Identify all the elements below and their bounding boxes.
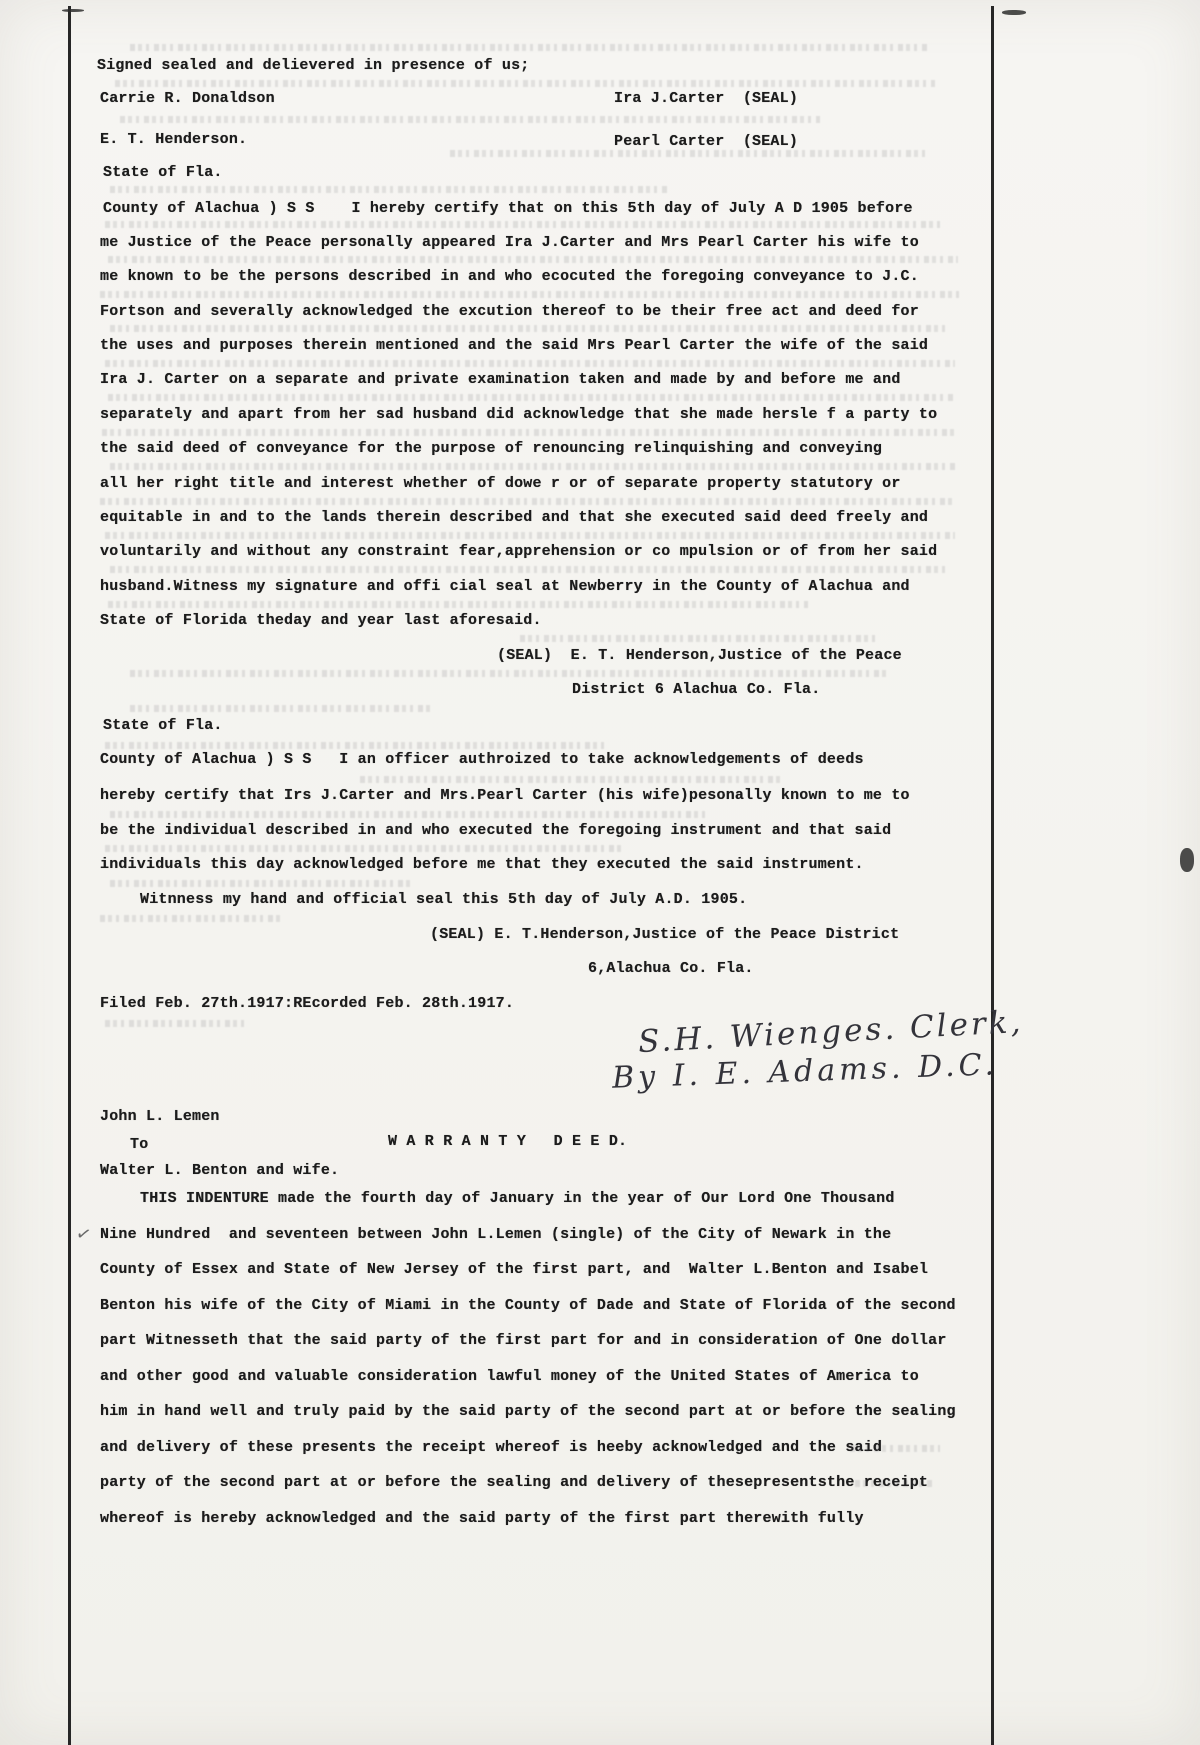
typed-line: and delivery of these presents the receipt whereof is heeby acknowledged and the said (100, 1439, 883, 1456)
typed-line: Ira J. Carter on a separate and private examination taken and made by and before me and (100, 371, 901, 388)
bleedthrough-artifact (520, 635, 880, 642)
bleedthrough-artifact (105, 360, 955, 367)
bleedthrough-artifact (110, 186, 670, 193)
typed-line: Signed sealed and delievered in presence of us; (97, 57, 530, 74)
typed-line: part Witnesseth that the said party of the first part for and in consideration of One dollar (100, 1332, 947, 1349)
bleedthrough-artifact (102, 429, 957, 436)
typed-line: individuals this day acknowledged before me that they executed the said instrument. (100, 856, 864, 873)
typed-line: me Justice of the Peace personally appeared Ira J.Carter and Mrs Pearl Carter his wife to (100, 234, 919, 251)
scan-speck (62, 9, 84, 12)
bleedthrough-artifact (110, 325, 950, 332)
typed-line: John L. Lemen (100, 1108, 220, 1125)
bleedthrough-artifact (110, 811, 710, 818)
typed-line: County of Alachua ) S S I an officer authroized to take acknowledgements of deeds (100, 751, 864, 768)
bleedthrough-artifact (105, 532, 955, 539)
typed-line: Ira J.Carter (SEAL) (614, 90, 799, 107)
typed-line: State of Fla. (103, 717, 223, 734)
typed-line: and other good and valuable consideration lawful money of the United States of America to (100, 1368, 919, 1385)
typed-line: State of Florida theday and year last aforesaid. (100, 612, 542, 629)
scan-speck (1002, 10, 1026, 15)
bleedthrough-artifact (108, 394, 953, 401)
typed-line: me known to be the persons described in and who ecocuted the foregoing conveyance to J.C. (100, 268, 919, 285)
typed-line: the said deed of conveyance for the purpose of renouncing relinquishing and conveying (100, 440, 883, 457)
bleedthrough-artifact (108, 601, 808, 608)
typed-line: be the individual described in and who executed the foregoing instrument and that said (100, 822, 892, 839)
typed-line: State of Fla. (103, 164, 223, 181)
bleedthrough-artifact (115, 80, 935, 87)
deputy-signature: By I. E. Adams. D.C. (611, 1047, 999, 1096)
bleedthrough-artifact (110, 566, 950, 573)
right-border-rule (991, 6, 994, 1745)
scan-speck (1180, 848, 1194, 872)
typed-line: party of the second part at or before the sealing and delivery of thesepresentsthe receipt (100, 1474, 929, 1491)
bleedthrough-artifact (100, 498, 955, 505)
typed-line: him in hand well and truly paid by the said party of the second part at or before the sealing (100, 1403, 956, 1420)
typed-line: all her right title and interest whether of dowe r or of separate property statutory or (100, 475, 901, 492)
margin-checkmark: ✓ (73, 1222, 94, 1247)
bleedthrough-artifact (120, 116, 820, 123)
bleedthrough-artifact (130, 705, 430, 712)
typed-line: husband.Witness my signature and offi cial seal at Newberry in the County of Alachua and (100, 578, 910, 595)
typed-line: Pearl Carter (SEAL) (614, 133, 799, 150)
typed-line: W A R R A N T Y D E E D. (388, 1133, 628, 1150)
typed-line: Witnness my hand and official seal this 5th day of July A.D. 1905. (140, 891, 748, 908)
typed-line: the uses and purposes therein mentioned and the said Mrs Pearl Carter the wife of the said (100, 337, 929, 354)
typed-line: County of Essex and State of New Jersey of the first part, and Walter L.Benton and Isabel (100, 1261, 929, 1278)
bleedthrough-artifact (105, 845, 625, 852)
typed-line: Carrie R. Donaldson (100, 90, 275, 107)
typed-line: Filed Feb. 27th.1917:REcorded Feb. 28th.1917. (100, 995, 515, 1012)
typed-line: County of Alachua ) S S I hereby certify that on this 5th day of July A D 1905 before (103, 200, 913, 217)
typed-line: Walter L. Benton and wife. (100, 1162, 340, 1179)
bleedthrough-artifact (110, 463, 955, 470)
typed-line: (SEAL) E. T. Henderson,Justice of the Peace (497, 647, 902, 664)
bleedthrough-artifact (360, 776, 780, 783)
bleedthrough-artifact (450, 150, 930, 157)
typed-line: E. T. Henderson. (100, 131, 248, 148)
bleedthrough-artifact (105, 1020, 245, 1027)
typed-line: Fortson and severally acknowledged the excution thereof to be their free act and deed for (100, 303, 919, 320)
bleedthrough-artifact (105, 742, 605, 749)
typed-line: voluntarily and without any constraint fear,apprehension or co mpulsion or of from her said (100, 543, 938, 560)
typed-line: whereof is hereby acknowledged and the said party of the first part therewith fully (100, 1510, 864, 1527)
left-border-rule (68, 6, 71, 1745)
bleedthrough-artifact (130, 670, 890, 677)
bleedthrough-artifact (105, 221, 945, 228)
typed-line: THIS INDENTURE made the fourth day of January in the year of Our Lord One Thousand (140, 1190, 895, 1207)
bleedthrough-artifact (100, 915, 280, 922)
typed-line: To (130, 1136, 149, 1153)
bleedthrough-artifact (850, 1445, 940, 1452)
typed-line: hereby certify that Irs J.Carter and Mrs.Pearl Carter (his wife)pesonally known to me to (100, 787, 910, 804)
typed-line: (SEAL) E. T.Henderson,Justice of the Peace District (430, 926, 900, 943)
bleedthrough-artifact (108, 256, 958, 263)
bleedthrough-artifact (855, 1480, 935, 1487)
typed-line: separately and apart from her sad husband did acknowledge that she made hersle f a party to (100, 406, 938, 423)
typed-line: equitable in and to the lands therein described and that she executed said deed freely and (100, 509, 929, 526)
typed-line: District 6 Alachua Co. Fla. (572, 681, 821, 698)
bleedthrough-artifact (110, 880, 410, 887)
typed-line: Benton his wife of the City of Miami in the County of Dade and State of Florida of the second (100, 1297, 956, 1314)
bleedthrough-artifact (100, 291, 960, 298)
typed-line: Nine Hundred and seventeen between John L.Lemen (single) of the City of Newark in the (100, 1226, 892, 1243)
typed-line: 6,Alachua Co. Fla. (588, 960, 754, 977)
bleedthrough-artifact (130, 44, 930, 51)
clerk-signature: S.H. Wienges. Clerk, (637, 1003, 1025, 1061)
